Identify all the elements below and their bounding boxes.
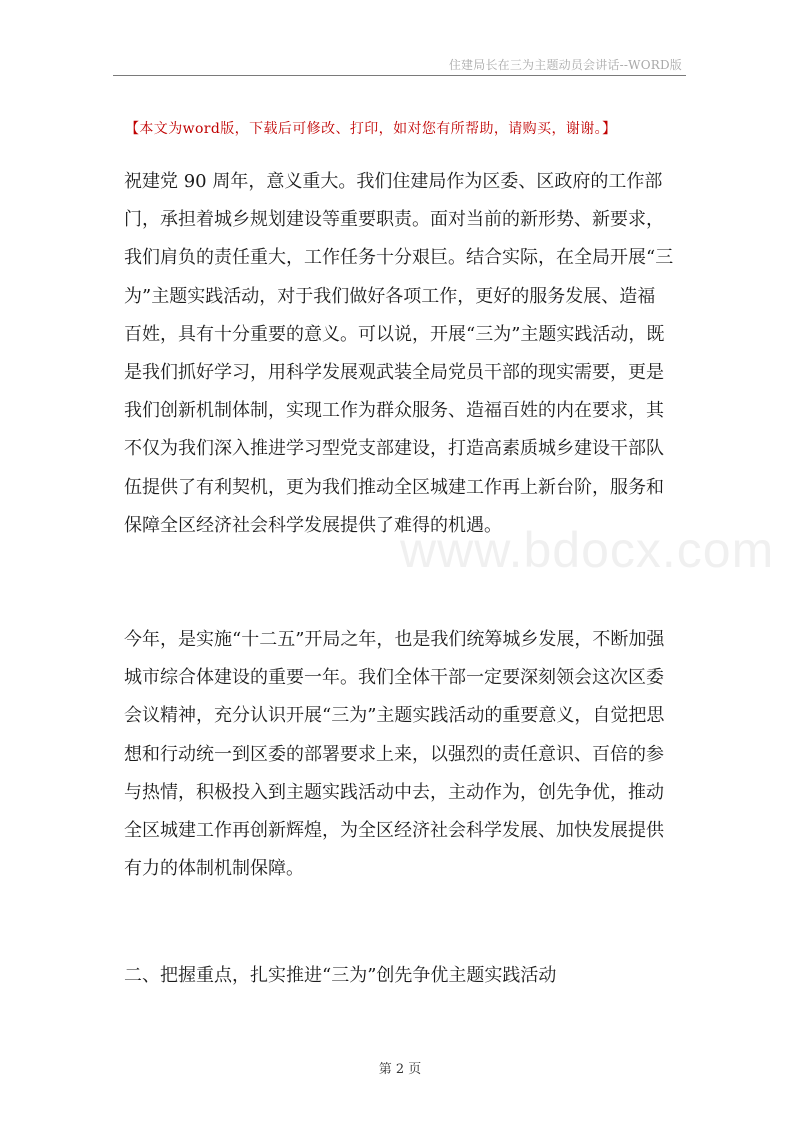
- paragraph-line: 城市综合体建设的重要一年。我们全体干部一定要深刻领会这次区委: [124, 667, 664, 689]
- paragraph-line: 不仅为我们深入推进学习型党支部建设，打造高素质城乡建设干部队: [124, 438, 664, 460]
- paragraph-line: 祝建党 90 周年，意义重大。我们住建局作为区委、区政府的工作部: [124, 171, 663, 192]
- paragraph-line: 为”主题实践活动，对于我们做好各项工作，更好的服务发展、造福: [124, 285, 656, 307]
- section-heading: 二、把握重点，扎实推进“三为”创先争优主题实践活动: [124, 965, 557, 986]
- paragraph-line: 是我们抓好学习，用科学发展观武装全局党员干部的现实需要，更是: [124, 361, 664, 383]
- paragraph-line: 伍提供了有利契机，更为我们推动全区城建工作再上新台阶，服务和: [124, 476, 664, 498]
- paragraph-line: 保障全区经济社会科学发展提供了难得的机遇。: [124, 514, 502, 536]
- paragraph-line: 想和行动统一到区委的部署要求上来，以强烈的责任意识、百倍的参: [124, 743, 664, 765]
- paragraph-line: 全区城建工作再创新辉煌，为全区经济社会科学发展、加快发展提供: [124, 819, 664, 841]
- paragraph-line: 我们创新机制体制，实现工作为群众服务、造福百姓的内在要求，其: [124, 400, 664, 422]
- document-header-title: 住建局长在三为主题动员会讲话--WORD版: [448, 58, 682, 72]
- page-number: 第 2 页: [378, 1062, 422, 1077]
- paragraph-line: 我们肩负的责任重大，工作任务十分艰巨。结合实际，在全局开展“三: [124, 247, 674, 269]
- paragraph-line: 今年，是实施“十二五”开局之年，也是我们统筹城乡发展，不断加强: [124, 629, 665, 650]
- watermark: www.bdocx.com: [400, 522, 775, 578]
- paragraph-1: [124, 163, 680, 545]
- paragraph-line: 会议精神，充分认识开展“三为”主题实践活动的重要意义，自觉把思: [124, 705, 665, 727]
- paragraph-2: [124, 621, 680, 888]
- paragraph-line: 门，承担着城乡规划建设等重要职责。面对当前的新形势、新要求，: [124, 209, 664, 231]
- paragraph-line: 有力的体制机制保障。: [124, 858, 304, 880]
- header-divider: [113, 75, 686, 76]
- paragraph-line: 与热情，积极投入到主题实践活动中去，主动作为，创先争优，推动: [124, 781, 664, 803]
- paragraph-line: 百姓，具有十分重要的意义。可以说，开展“三为”主题实践活动，既: [124, 323, 665, 345]
- purchase-notice: 【本文为word版，下载后可修改、打印，如对您有所帮助，请购买，谢谢。】: [125, 121, 617, 137]
